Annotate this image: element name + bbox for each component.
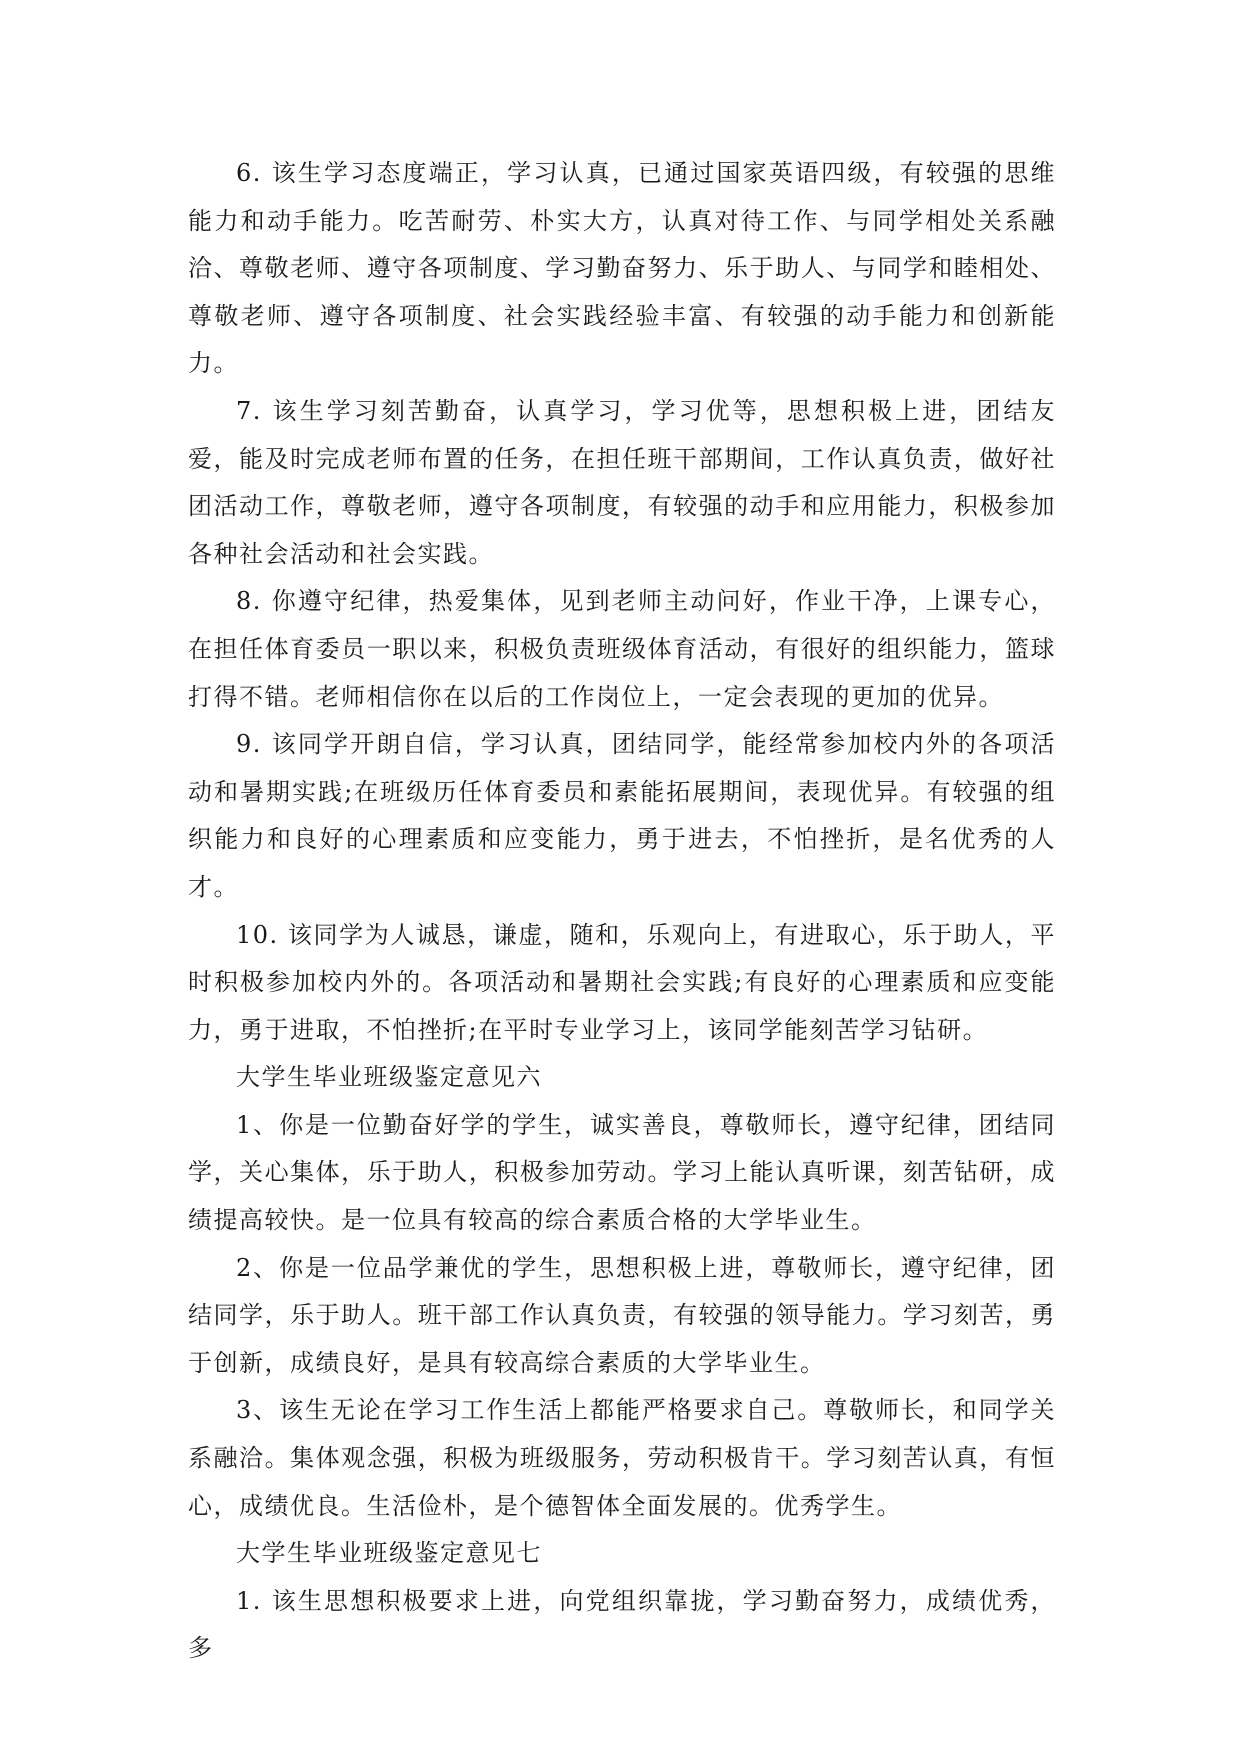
paragraph-item-7: 7. 该生学习刻苦勤奋，认真学习，学习优等，思想积极上进，团结友爱，能及时完成老师布置的任务，在担任班干部期间，工作认真负责，做好社团活动工作，尊敬老师，遵守各项制度，有较强的动手和应用能力，积极参加各种社会活动和社会实践。 bbox=[188, 396, 1056, 568]
paragraph-six-item-1: 1、你是一位勤奋好学的学生，诚实善良，尊敬师长，遵守纪律，团结同学，关心集体，乐于助人，积极参加劳动。学习上能认真听课，刻苦钻研，成绩提高较快。是一位具有较高的综合素质合格的大学毕业生。 bbox=[188, 1110, 1056, 1235]
paragraph-item-6: 6. 该生学习态度端正，学习认真，已通过国家英语四级，有较强的思维能力和动手能力。吃苦耐劳、朴实大方，认真对待工作、与同学相处关系融洽、尊敬老师、遵守各项制度、学习勤奋努力、乐于助人、与同学和睦相处、尊敬老师、遵守各项制度、社会实践经验丰富、有较强的动手能力和创新能力。 bbox=[188, 159, 1056, 378]
paragraph-six-item-3: 3、该生无论在学习工作生活上都能严格要求自己。尊敬师长，和同学关系融洽。集体观念强，积极为班级服务，劳动积极肯干。学习刻苦认真，有恒心，成绩优良。生活俭朴，是个德智体全面发展的。优秀学生。 bbox=[188, 1396, 1056, 1520]
section-heading-seven: 大学生毕业班级鉴定意见七 bbox=[236, 1539, 542, 1568]
paragraph-item-8: 8. 你遵守纪律，热爱集体，见到老师主动问好，作业干净，上课专心，在担任体育委员一职以来，积极负责班级体育活动，有很好的组织能力，篮球打得不错。老师相信你在以后的工作岗位上，一定会表现的更加的优异。 bbox=[188, 587, 1056, 711]
section-heading-six: 大学生毕业班级鉴定意见六 bbox=[236, 1063, 542, 1092]
paragraph-six-item-2: 2、你是一位品学兼优的学生，思想积极上进，尊敬师长，遵守纪律，团结同学，乐于助人。班干部工作认真负责，有较强的领导能力。学习刻苦，勇于创新，成绩良好，是具有较高综合素质的大学毕业生。 bbox=[188, 1253, 1056, 1377]
paragraph-item-10: 10. 该同学为人诚恳，谦虚，随和，乐观向上，有进取心，乐于助人，平时积极参加校内外的。各项活动和暑期社会实践;有良好的心理素质和应变能力，勇于进取，不怕挫折;在平时专业学习上，该同学能刻苦学习钻研。 bbox=[188, 920, 1056, 1044]
paragraph-seven-item-1: 1. 该生思想积极要求上进，向党组织靠拢，学习勤奋努力，成绩优秀，多 bbox=[188, 1586, 1056, 1663]
document-body bbox=[188, 150, 1056, 1673]
paragraph-item-9: 9. 该同学开朗自信，学习认真，团结同学，能经常参加校内外的各项活动和暑期实践;在班级历任体育委员和素能拓展期间，表现优异。有较强的组织能力和良好的心理素质和应变能力，勇于进去，不怕挫折，是名优秀的人才。 bbox=[188, 730, 1056, 901]
